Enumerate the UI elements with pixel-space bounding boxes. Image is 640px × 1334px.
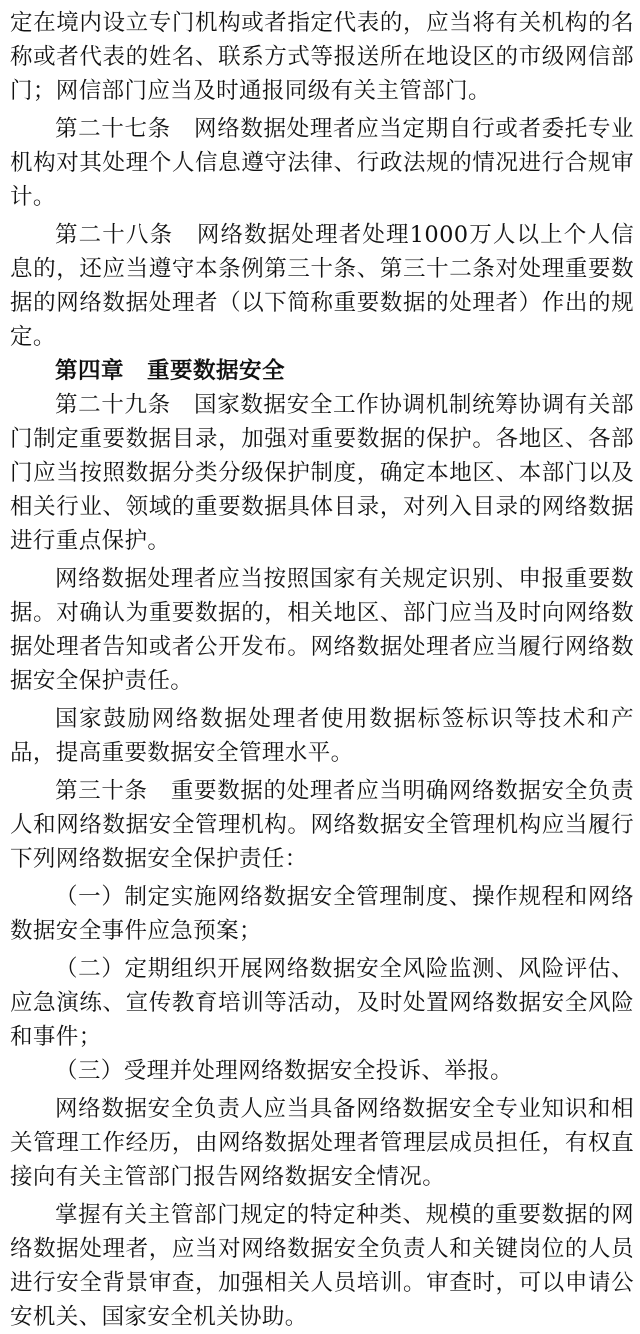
article-30-para-3: 掌握有关主管部门规定的特定种类、规模的重要数据的网络数据处理者，应当对网络数据安全负责人和关键岗位的人员进行安全背景审查，加强相关人员培训。审查时，可以申请公安机关、国家安全机关协助。 <box>10 1202 634 1330</box>
paragraph-continuation: 定在境内设立专门机构或者指定代表的，应当将有关机构的名称或者代表的姓名、联系方式等报送所在地设区的市级网信部门；网信部门应当及时通报同级有关主管部门。 <box>10 10 634 104</box>
article-30: 第三十条 重要数据的处理者应当明确网络数据安全负责人和网络数据安全管理机构。网络数据安全管理机构应当履行下列网络数据安全保护责任： <box>10 778 634 872</box>
chapter-heading: 第四章 重要数据安全 <box>55 358 286 384</box>
article-30-item-3: （三）受理并处理网络数据安全投诉、举报。 <box>55 1058 514 1084</box>
article-29: 第二十九条 国家数据安全工作协调机制统筹协调有关部门制定重要数据目录，加强对重要数据的保护。各地区、各部门应当按照数据分类分级保护制度，确定本地区、本部门以及相关行业、领域的重要数据具体目录，对列入目录的网络数据进行重点保护。 <box>10 392 634 554</box>
article-30-item-1: （一）制定实施网络数据安全管理制度、操作规程和网络数据安全事件应急预案； <box>10 884 634 944</box>
article-29-para-3: 国家鼓励网络数据处理者使用数据标签标识等技术和产品，提高重要数据安全管理水平。 <box>10 706 634 766</box>
article-30-para-2: 网络数据安全负责人应当具备网络数据安全专业知识和相关管理工作经历，由网络数据处理者管理层成员担任，有权直接向有关主管部门报告网络数据安全情况。 <box>10 1096 634 1190</box>
article-28: 第二十八条 网络数据处理者处理1000万人以上个人信息的，还应当遵守本条例第三十条、第三十二条对处理重要数据的网络数据处理者（以下简称重要数据的处理者）作出的规定。 <box>10 222 634 350</box>
article-27: 第二十七条 网络数据处理者应当定期自行或者委托专业机构对其处理个人信息遵守法律、行政法规的情况进行合规审计。 <box>10 116 634 210</box>
article-29-para-2: 网络数据处理者应当按照国家有关规定识别、申报重要数据。对确认为重要数据的，相关地区、部门应当及时向网络数据处理者告知或者公开发布。网络数据处理者应当履行网络数据安全保护责任。 <box>10 566 634 694</box>
article-30-item-2: （二）定期组织开展网络数据安全风险监测、风险评估、应急演练、宣传教育培训等活动，及时处置网络数据安全风险和事件； <box>10 956 634 1050</box>
